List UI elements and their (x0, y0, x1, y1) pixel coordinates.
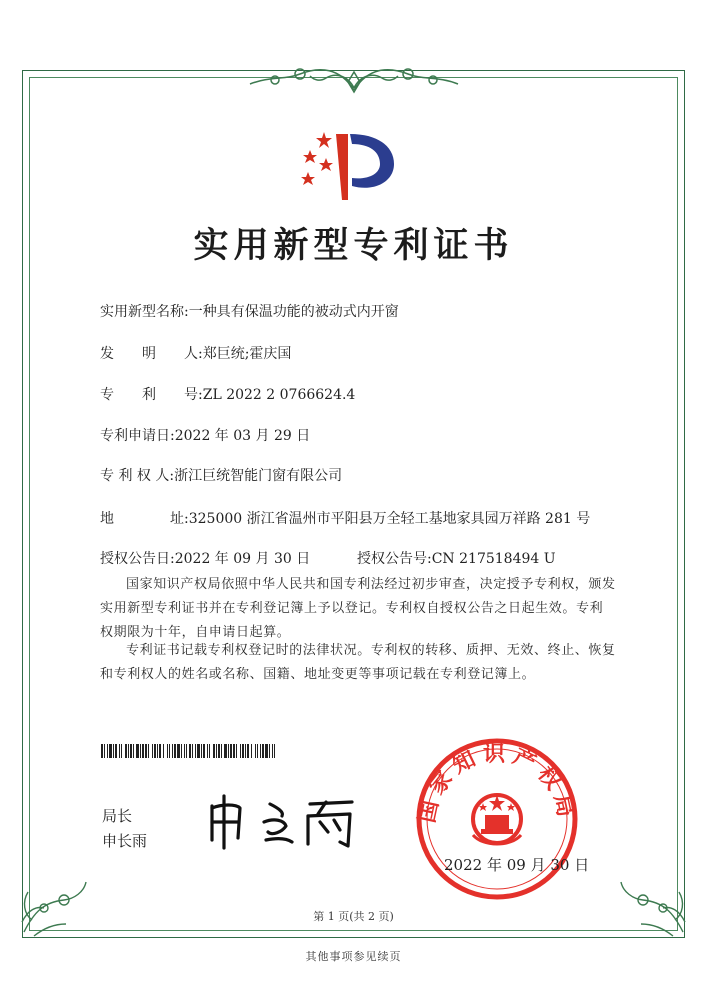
barcode-bar (213, 744, 215, 758)
barcode-bar (218, 744, 220, 758)
field-value: CN 217518494 U (431, 551, 556, 567)
field-value: 一种具有保温功能的被动式内开窗 (188, 304, 399, 320)
statement-paragraph-2: 专利证书记载专利权登记时的法律状况。专利权的转移、质押、无效、终止、恢复和专利权人的姓名或名称、国籍、地址变更等事项记载在专利登记簿上。 (100, 643, 616, 682)
barcode-bar (136, 744, 139, 758)
barcode-bar (177, 744, 180, 758)
barcode-bar (245, 744, 246, 758)
barcode-bar (197, 744, 200, 758)
barcode-bar (133, 744, 134, 758)
barcode-bar (255, 744, 256, 758)
barcode-bar (115, 744, 117, 758)
barcode-bar (157, 744, 158, 758)
barcode-bar (104, 744, 105, 758)
barcode-bar (181, 744, 182, 758)
barcode-bar (163, 744, 164, 758)
barcode-bar (174, 744, 176, 758)
barcode-bar (242, 744, 244, 758)
field-label: 发 明 人: (100, 346, 203, 362)
statement-paragraph-1: 国家知识产权局依照中华人民共和国专利法经过初步审查，决定授予专利权，颁发实用新型专利证书并在专利登记簿上予以登记。专利权自授权公告之日起生效。专利权期限为十年，自申请日起算。 (100, 577, 616, 640)
barcode-bar (274, 744, 275, 758)
field-address (100, 508, 590, 528)
barcode-bar (201, 744, 202, 758)
barcode-bar (233, 744, 235, 758)
barcode-bar (152, 744, 153, 758)
barcode-bar (167, 744, 168, 758)
barcode-bar (169, 744, 170, 758)
field-value: ZL 2022 2 0766624.4 (202, 387, 356, 403)
barcode-bar (260, 744, 261, 758)
barcode-bar (184, 744, 185, 758)
barcode-bar (221, 744, 222, 758)
barcode-bar (159, 744, 161, 758)
barcode-bar (172, 744, 173, 758)
field-inventor (100, 343, 291, 363)
footer-note: 其他事项参见续页 (305, 950, 402, 963)
svg-text:国家知识产权局 (414, 741, 580, 825)
barcode-bar (247, 744, 249, 758)
barcode-bar (203, 744, 205, 758)
barcode-bar (195, 744, 196, 758)
signatory-title: 局长 (102, 807, 133, 825)
seal-text: 国家知识产权局 (413, 741, 581, 826)
bottom-right-ornament (613, 862, 693, 942)
barcode-bar (192, 744, 193, 758)
star-icon (319, 158, 333, 171)
barcode-bar (216, 744, 217, 758)
top-ornament (240, 58, 468, 96)
field-value: 郑巨统;霍庆国 (202, 346, 292, 362)
barcode (101, 744, 303, 758)
barcode-bar (130, 744, 132, 758)
barcode-bar (119, 744, 120, 758)
field-value: 2022 年 09 月 30 日 (174, 551, 311, 567)
barcode-bar (125, 744, 127, 758)
field-utility-model-name (100, 301, 399, 321)
barcode-bar (145, 744, 147, 758)
barcode-bar (230, 744, 232, 758)
barcode-bar (154, 744, 156, 758)
field-patentee (100, 465, 342, 485)
barcode-bar (262, 744, 264, 758)
barcode-bar (251, 744, 252, 758)
barcode-bar (209, 744, 210, 758)
field-application-date (100, 425, 310, 445)
barcode-bar (257, 744, 258, 758)
barcode-bar (101, 744, 103, 758)
field-value: 浙江巨统智能门窗有限公司 (174, 468, 343, 484)
star-icon (316, 132, 332, 148)
page-number: 第 1 页(共 2 页) (313, 910, 394, 923)
field-label: 实用新型名称: (100, 304, 189, 320)
official-seal (413, 735, 581, 903)
barcode-bar (224, 744, 227, 758)
barcode-bar (109, 744, 112, 758)
signatory-name: 申长雨 (102, 832, 148, 850)
field-label: 地 址: (100, 511, 189, 527)
barcode-bar (128, 744, 129, 758)
handwritten-signature (200, 792, 370, 852)
seal-date: 2022 年 09 月 30 日 (444, 856, 590, 874)
field-label: 专 利 权 人: (100, 468, 175, 484)
barcode-bar (121, 744, 122, 758)
barcode-bar (265, 744, 268, 758)
barcode-bar (142, 744, 144, 758)
field-patent-number (100, 384, 355, 404)
barcode-bar (207, 744, 208, 758)
field-grant-number (357, 548, 556, 568)
barcode-bar (272, 744, 273, 758)
field-value: 325000 浙江省温州市平阳县万全轻工基地家具园万祥路 281 号 (188, 511, 591, 527)
barcode-bar (140, 744, 141, 758)
field-label: 专利申请日: (100, 428, 175, 444)
barcode-bar (189, 744, 191, 758)
barcode-bar (236, 744, 237, 758)
field-label: 授权公告号: (357, 551, 432, 567)
barcode-bar (228, 744, 229, 758)
barcode-bar (269, 744, 270, 758)
barcode-bar (186, 744, 187, 758)
patent-office-logo (296, 126, 408, 202)
field-label: 授权公告日: (100, 551, 175, 567)
field-value: 2022 年 03 月 29 日 (174, 428, 311, 444)
barcode-bar (240, 744, 241, 758)
field-grant-date (100, 548, 310, 568)
star-icon (303, 150, 317, 163)
bottom-left-ornament (14, 862, 94, 942)
field-label: 专 利 号: (100, 387, 203, 403)
barcode-bar (148, 744, 149, 758)
barcode-bar (113, 744, 114, 758)
barcode-bar (107, 744, 108, 758)
star-icon (301, 172, 315, 185)
page-title: 实用新型专利证书 (193, 225, 514, 266)
